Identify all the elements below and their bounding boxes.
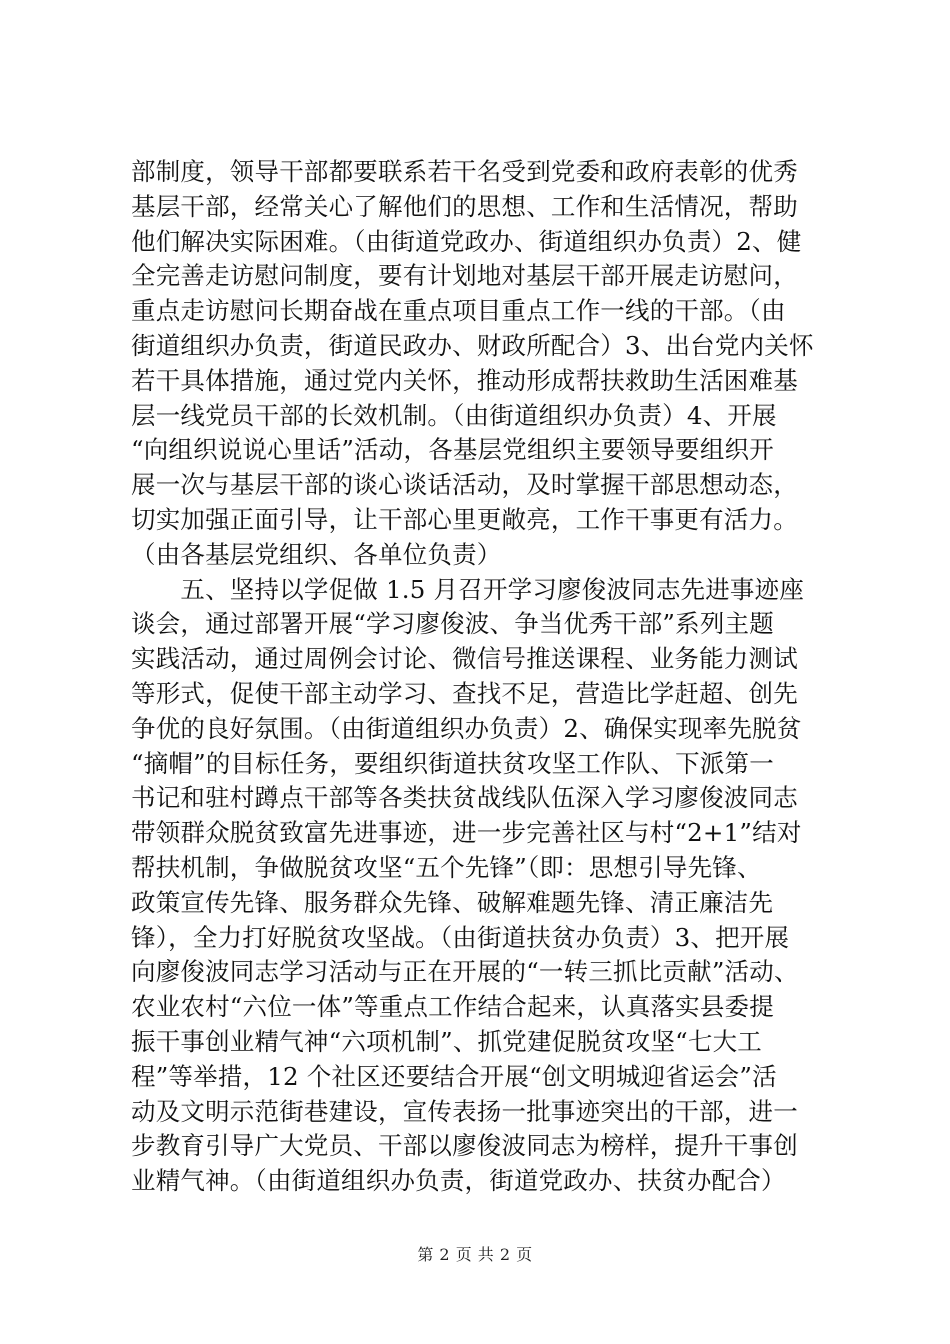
text-line: 争优的良好氛围。（由街道组织办负责）2、确保实现率先脱贫: [131, 713, 802, 743]
text-line: “向组织说说心里话”活动，各基层党组织主要领导要组织开: [131, 435, 774, 465]
text-line: 程”等举措，12 个社区还要结合开展“创文明城迎省运会”活: [131, 1061, 777, 1091]
text-line: 他们解决实际困难。（由街道党政办、街道组织办负责）2、健: [131, 226, 802, 256]
text-line: 等形式，促使干部主动学习、查找不足，营造比学赶超、创先: [131, 678, 798, 708]
text-line: 层一线党员干部的长效机制。（由街道组织办负责）4、开展: [131, 400, 777, 430]
text-line: 向廖俊波同志学习活动与正在开展的“一转三抓比贡献”活动、: [131, 957, 799, 987]
text-line: 街道组织办负责，街道民政办、财政所配合）3、出台党内关怀: [131, 330, 814, 360]
text-line: 切实加强正面引导，让干部心里更敞亮，工作干事更有活力。: [131, 504, 798, 534]
text-line: 谈会，通过部署开展“学习廖俊波、争当优秀干部”系列主题: [131, 609, 774, 639]
text-line: 部制度，领导干部都要联系若干名受到党委和政府表彰的优秀: [131, 157, 798, 186]
text-line: 实践活动，通过周例会讨论、微信号推送课程、业务能力测试: [131, 644, 798, 674]
text-line: 动及文明示范街巷建设，宣传表扬一批事迹突出的干部，进一: [131, 1096, 798, 1126]
body-text: [131, 155, 831, 1199]
page-footer: 第 2 页 共 2 页: [417, 1245, 533, 1264]
text-line: 书记和驻村蹲点干部等各类扶贫战线队伍深入学习廖俊波同志: [131, 783, 798, 813]
text-line: 农业农村“六位一体”等重点工作结合起来，认真落实县委提: [131, 992, 774, 1022]
text-line: 锋），全力打好脱贫攻坚战。（由街道扶贫办负责）3、把开展: [131, 922, 790, 952]
text-line: 全完善走访慰问制度，要有计划地对基层干部开展走访慰问，: [131, 261, 798, 291]
text-line: 帮扶机制，争做脱贫攻坚“五个先锋”（即：思想引导先锋、: [131, 852, 762, 882]
text-line: 基层干部，经常关心了解他们的思想、工作和生活情况，帮助: [131, 191, 798, 221]
text-line: 展一次与基层干部的谈心谈话活动，及时掌握干部思想动态，: [131, 470, 798, 500]
text-line: 若干具体措施，通过党内关怀，推动形成帮扶救助生活困难基: [131, 365, 798, 395]
text-line: 政策宣传先锋、服务群众先锋、破解难题先锋、清正廉洁先: [131, 887, 774, 917]
text-line: 业精气神。（由街道组织办负责，街道党政办、扶贫办配合）: [131, 1166, 786, 1196]
text-line: 重点走访慰问长期奋战在重点项目重点工作一线的干部。（由: [131, 296, 786, 326]
text-line: 五、坚持以学促做 1.5 月召开学习廖俊波同志先进事迹座: [131, 574, 805, 604]
text-line: （由各基层党组织、各单位负责）: [131, 539, 502, 569]
text-line: 步教育引导广大党员、干部以廖俊波同志为榜样，提升干事创: [131, 1131, 798, 1161]
text-line: 振干事创业精气神“六项机制”、抓党建促脱贫攻坚“七大工: [131, 1026, 762, 1056]
text-line: “摘帽”的目标任务，要组织街道扶贫攻坚工作队、下派第一: [131, 748, 774, 778]
text-line: 带领群众脱贫致富先进事迹，进一步完善社区与村“2+1”结对: [131, 818, 802, 848]
